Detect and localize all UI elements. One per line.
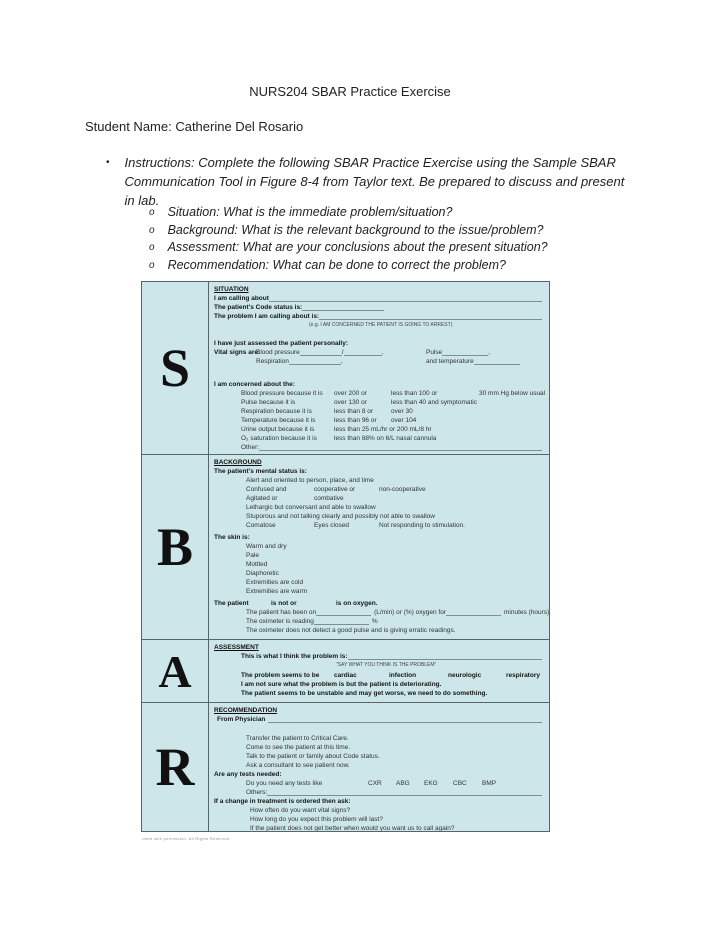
letter-cell-s: S (142, 282, 209, 455)
others-label: Others: (246, 789, 268, 796)
tests-lead-label: Do you need any tests like (246, 780, 323, 787)
student-name-line: Student Name: Catherine Del Rosario (85, 119, 304, 134)
code-status-label: The patient's Code status is: (214, 304, 303, 311)
others-line (214, 788, 544, 797)
think-problem-line (214, 652, 544, 661)
seems-option-infection: infection (389, 672, 417, 679)
percent-sign: % (371, 618, 378, 625)
action-item: Come to see the patient at this time. (246, 744, 351, 751)
tests-needed-label: Are any tests needed: (214, 771, 282, 778)
fill-line (341, 348, 382, 356)
section-header-background: BACKGROUND (214, 459, 262, 466)
bullet-marker: • (106, 157, 110, 168)
letter-cell-r: R (142, 703, 209, 831)
oxygen-mid-label: (L/min) or (%) oxygen for (374, 609, 447, 616)
fill-line (302, 303, 384, 311)
mental-option: cooperative or (314, 486, 356, 493)
mental-option: Stuporous and not talking clearly and possibly not able to swallow (246, 513, 435, 520)
skin-option: Mottled (246, 561, 268, 568)
definition-assessment: Assessment: What are your conclusions about the present situation? (167, 240, 548, 254)
not-sure-line: I am not sure what the problem is but the patient is deteriorating. (241, 681, 442, 688)
other-label: Other: (241, 444, 260, 451)
fill-line (446, 608, 501, 616)
seems-option-respiratory: respiratory (506, 672, 540, 679)
vitals-line-2 (214, 357, 544, 366)
test-option-cxr: CXR (368, 780, 382, 787)
temperature-label: and temperature (426, 358, 474, 365)
skin-option: Extremities are warm (246, 588, 308, 595)
bp-slash: / (341, 349, 344, 356)
calling-about-line (214, 294, 544, 303)
problem-line (214, 312, 544, 321)
mental-option: Not responding to stimulation. (379, 522, 465, 529)
change-treatment-label: If a change in treatment is ordered then ask: (214, 798, 351, 805)
vitals-label: Vital signs are: (214, 349, 261, 356)
action-item: Transfer the patient to Critical Care. (246, 735, 349, 742)
fill-line (267, 788, 542, 796)
oxygen-end-label: minutes (hours) (504, 609, 549, 616)
action-item: Talk to the patient or family about Code status. (246, 753, 380, 760)
fill-line (319, 312, 542, 320)
list-item (149, 205, 548, 220)
mental-option: Eyes closed (314, 522, 350, 529)
concern-label: Respiration because it is (241, 408, 312, 415)
recommendation-content (209, 703, 549, 831)
fill-line (348, 652, 542, 660)
list-item (149, 258, 548, 273)
oxygen-head-label: The patient (214, 600, 249, 607)
concern-label: Blood pressure because it is (241, 390, 323, 397)
action-item: Ask a consultant to see patient now. (246, 762, 350, 769)
mental-row (214, 503, 544, 512)
mental-option: Agitated or (246, 495, 278, 502)
other-line (214, 443, 544, 452)
situation-content (209, 282, 549, 455)
concern-option: over 30 (391, 408, 413, 415)
fill-line (474, 357, 520, 365)
concern-row (214, 425, 544, 434)
unstable-line: The patient seems to be unstable and may get worse, we need to do something. (241, 690, 488, 697)
mental-option: combative (314, 495, 344, 502)
concern-option: less than 8 or (334, 408, 374, 415)
concern-option: less than 88% on 6/L nasal cannula (334, 435, 437, 442)
oxygen-on-label: The patient has been on (246, 609, 317, 616)
skin-option: Pale (246, 552, 260, 559)
letter-cell-b: B (142, 455, 209, 640)
sub-bullet-marker: o (149, 207, 155, 218)
seems-label: The problem seems to be (241, 672, 320, 679)
concern-option: less than 40 and symptomatic (391, 399, 477, 406)
test-option-bmp: BMP (482, 780, 497, 787)
fill-line (300, 348, 342, 356)
mental-row (214, 512, 544, 521)
concern-option: over 200 or (334, 390, 367, 397)
instructions-block (106, 153, 651, 210)
change-question: If the patient does not get better when would you want us to call again? (250, 825, 455, 831)
skin-label: The skin is: (214, 534, 250, 541)
concern-option: over 104 (391, 417, 417, 424)
page-title: NURS204 SBAR Practice Exercise (249, 84, 451, 99)
sub-bullet-marker: o (149, 259, 155, 271)
oximeter-reading-line (214, 617, 544, 626)
think-problem-label: This is what I think the problem is: (241, 653, 348, 660)
oxygen-head-option: is on oxygen. (336, 600, 378, 607)
tests-line (214, 779, 544, 788)
skin-option: Extremities are cold (246, 579, 304, 586)
concerned-label: I am concerned about the: (214, 381, 295, 388)
fill-line (269, 294, 542, 302)
concern-row (214, 389, 544, 398)
oxygen-head-option: is not or (271, 600, 297, 607)
fill-line (268, 715, 542, 723)
concern-option: less than 96 or (334, 417, 377, 424)
vitals-left-group (214, 348, 426, 357)
mental-option: Alert and oriented to person, place, and time (246, 477, 374, 484)
oximeter-erratic-line: The oximeter does not detect a good pulse and is giving erratic readings. (246, 627, 456, 634)
test-option-ekg: EKG (424, 780, 438, 787)
mental-row (214, 521, 544, 530)
code-status-line (214, 303, 544, 312)
concern-label: Urine output because it is (241, 426, 315, 433)
sub-bullet-marker: o (149, 224, 155, 236)
fill-line (259, 443, 542, 451)
respiration-label: Respiration (256, 358, 289, 365)
mental-option: non-cooperative (379, 486, 426, 493)
comma: , (340, 358, 343, 365)
problem-seems-line (214, 671, 544, 680)
assessed-line: I have just assessed the patient personally: (214, 340, 349, 347)
concern-option: less than 100 or (391, 390, 438, 397)
test-option-abg: ABG (396, 780, 410, 787)
vitals-left-group (214, 357, 426, 366)
concern-row (214, 398, 544, 407)
change-question: How long do you expect this problem will last? (250, 816, 383, 823)
concern-row (214, 407, 544, 416)
concern-row (214, 434, 544, 443)
from-physician-line (214, 715, 544, 724)
skin-option: Warm and dry (246, 543, 287, 550)
mental-option: Lethargic but conversant and able to swallow (246, 504, 376, 511)
comma: , (381, 349, 384, 356)
mental-row (214, 494, 544, 503)
letter-cell-a: A (142, 640, 209, 703)
sub-bullet-marker: o (149, 242, 155, 253)
from-physician-label: From Physician (217, 716, 266, 723)
list-item (149, 240, 548, 255)
mental-row (214, 476, 544, 485)
calling-about-label: I am calling about (214, 295, 269, 302)
problem-label: The problem I am calling about is: (214, 313, 320, 320)
concern-label: Temperature because it is (241, 417, 316, 424)
fill-line (289, 357, 341, 365)
concern-option: over 130 or (334, 399, 367, 406)
problem-hint: (e.g. I AM CONCERNED THE PATIENT IS GOING TO ARREST) (309, 322, 453, 328)
mental-option: Confused and (246, 486, 287, 493)
list-item (149, 223, 548, 238)
definition-recommendation: Recommendation: What can be done to correct the problem? (167, 257, 506, 272)
background-content (209, 455, 549, 640)
oxygen-head-line (214, 599, 544, 608)
concern-label: O₂ saturation because it is (241, 435, 317, 442)
concern-row (214, 416, 544, 425)
concern-option: 30 mm Hg below usual (479, 390, 546, 397)
oxygen-duration-line (214, 608, 549, 617)
fill-line (314, 617, 369, 625)
assessment-content (209, 640, 549, 703)
sbar-definition-list (149, 205, 548, 275)
section-header-situation: SITUATION (214, 286, 249, 293)
definition-situation: Situation: What is the immediate problem/situation? (167, 205, 453, 219)
mental-option: Comatose (246, 522, 276, 529)
fill-line (316, 608, 371, 616)
concern-label: Pulse because it is (241, 399, 296, 406)
say-problem-hint: “SAY WHAT YOU THINK IS THE PROBLEM” (336, 662, 437, 668)
definition-background: Background: What is the relevant background to the issue/problem? (167, 222, 544, 237)
sbar-table (141, 281, 550, 832)
vitals-line-1 (214, 348, 544, 357)
mental-row (214, 485, 544, 494)
section-header-assessment: ASSESSMENT (214, 644, 259, 651)
concern-option: less than 25 mL/hr or 200 mL/8 hr (334, 426, 432, 433)
section-header-recommendation: RECOMMENDATION (214, 707, 278, 714)
change-question: How often do you want vital signs? (250, 807, 351, 814)
seems-option-neurologic: neurologic (448, 672, 482, 679)
fill-line (442, 348, 491, 356)
oximeter-reading-label: The oximeter is reading (246, 618, 314, 625)
test-option-cbc: CBC (453, 780, 467, 787)
skin-option: Diaphoretic (246, 570, 279, 577)
seems-option-cardiac: cardiac (334, 672, 357, 679)
comma: , (488, 349, 491, 356)
fine-print-credit: Used with permission. All Rights Reserved. (142, 836, 231, 841)
instructions-text: Instructions: Complete the following SBAR Practice Exercise using the Sample SBAR Communication Tool in Figure 8-4 from Taylor text. Be prepared to discuss and present in lab. (124, 155, 625, 208)
bp-label: Blood pressure (256, 349, 300, 356)
pulse-label: Pulse (426, 349, 443, 356)
mental-status-label: The patient's mental status is: (214, 468, 307, 475)
